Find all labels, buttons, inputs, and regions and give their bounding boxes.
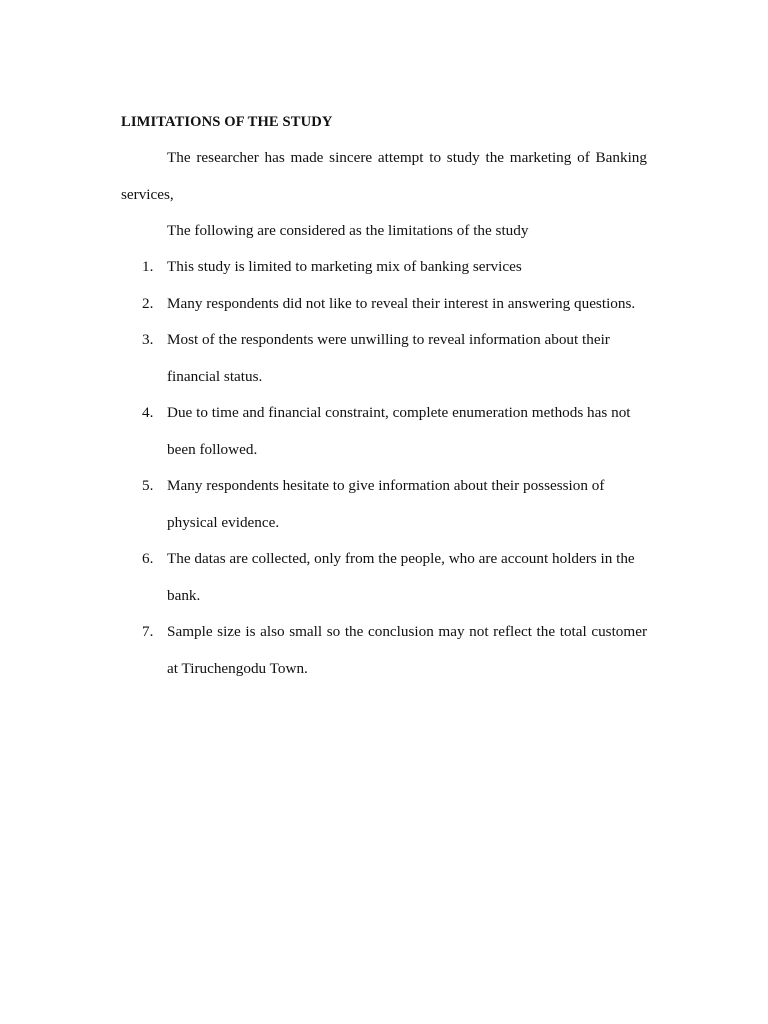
list-item bbox=[121, 468, 647, 541]
list-item-text: Sample size is also small so the conclusion may not reflect the total customer at Tiruchengodu Town. bbox=[167, 623, 647, 677]
list-item-text: Most of the respondents were unwilling to reveal information about their financial status. bbox=[167, 331, 610, 385]
list-item-text: Many respondents hesitate to give information about their possession of physical evidence. bbox=[167, 477, 605, 531]
list-item bbox=[121, 249, 647, 286]
list-item bbox=[121, 541, 647, 614]
list-item bbox=[121, 286, 647, 323]
list-item-number: 6. bbox=[142, 550, 154, 567]
list-item-number: 5. bbox=[142, 477, 154, 494]
list-item bbox=[121, 395, 647, 468]
list-item-number: 7. bbox=[142, 623, 154, 640]
list-item-number: 3. bbox=[142, 331, 154, 348]
list-item-number: 4. bbox=[142, 404, 154, 421]
lead-paragraph: The following are considered as the limitations of the study bbox=[167, 222, 529, 239]
limitations-list bbox=[121, 249, 647, 687]
list-item bbox=[121, 322, 647, 395]
list-item-text: Due to time and financial constraint, complete enumeration methods has not been followed. bbox=[167, 404, 631, 458]
list-item-number: 2. bbox=[142, 294, 154, 312]
list-item-number: 1. bbox=[142, 258, 154, 275]
list-item bbox=[121, 614, 647, 687]
list-item-text: The datas are collected, only from the people, who are account holders in the bank. bbox=[167, 550, 635, 604]
intro-paragraph: The researcher has made sincere attempt to study the marketing of Banking services, bbox=[121, 149, 647, 203]
list-item-text: This study is limited to marketing mix of banking services bbox=[167, 258, 522, 275]
list-item-text: Many respondents did not like to reveal their interest in answering questions. bbox=[167, 294, 636, 312]
section-heading: LIMITATIONS OF THE STUDY bbox=[121, 114, 333, 130]
